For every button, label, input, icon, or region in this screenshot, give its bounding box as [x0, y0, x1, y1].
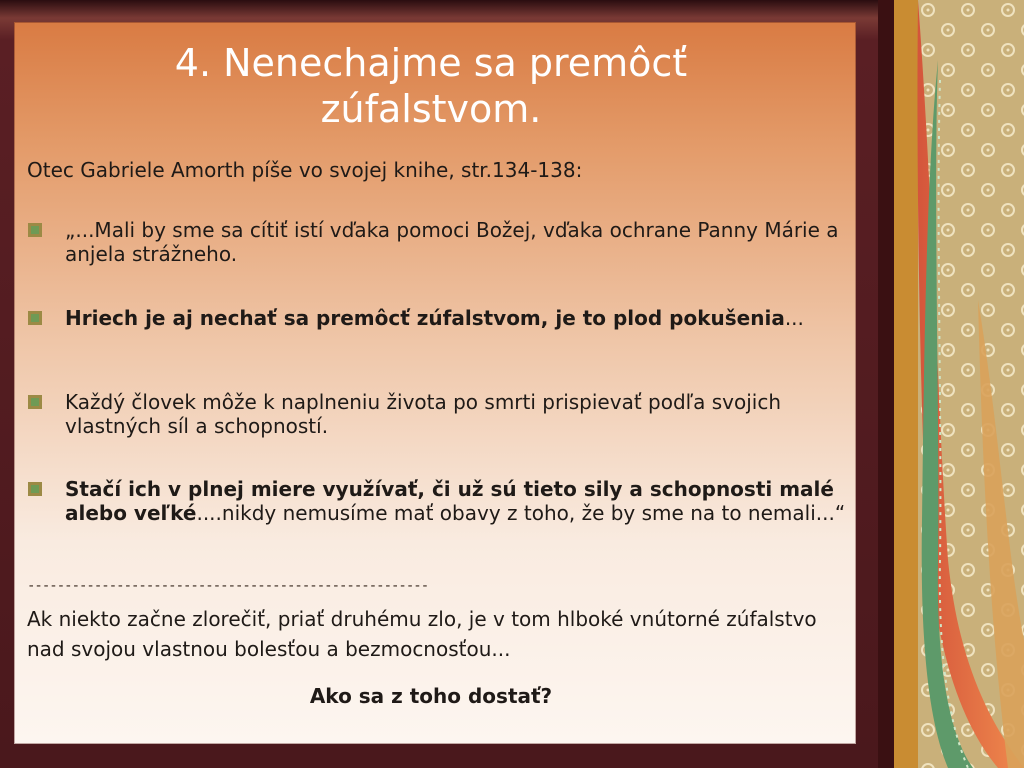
conclusion-text: Ak niekto začne zlorečiť, priať druhému zlo, je v tom hlboké vnútorné zúfalstvo nad svojou vlastnou bolesťou a bezmocnosťou...: [27, 607, 817, 661]
bullet-item: [27, 306, 804, 330]
title-line-2: zúfalstvom.: [320, 87, 542, 131]
closing-question: Ako sa z toho dostať?: [309, 684, 553, 708]
bullet-item: [27, 390, 847, 438]
bullet-square-icon: [27, 222, 43, 238]
bullet-item: [27, 218, 847, 266]
bullet-square-icon: [27, 310, 43, 326]
bullet-text: ....nikdy nemusíme mať obavy z toho, že by sme na to nemali...“: [196, 501, 846, 525]
separator-line: ------------------------------------------------------: [27, 578, 429, 594]
bullet-text: „...Mali by sme sa cítiť istí vďaka pomoci Božej, vďaka ochrane Panny Márie a anjela strážneho.: [65, 218, 839, 266]
intro-text: Otec Gabriele Amorth píše vo svojej knihe, str.134-138:: [27, 158, 583, 182]
bullet-square-icon: [27, 481, 43, 497]
bullet-text: ...: [784, 306, 804, 330]
title-line-1: 4. Nenechajme sa premôcť: [174, 41, 688, 85]
bullet-bold-text: Stačí ich v plnej miere využívať, či už sú tieto sily a schopnosti malé alebo veľké: [65, 477, 834, 525]
decorative-pattern: [878, 0, 1024, 768]
bullet-text: Každý človek môže k naplneniu života po smrti prispievať podľa svojich vlastných síl a schopností.: [65, 390, 782, 438]
bullet-bold-text: Hriech je aj nechať sa premôcť zúfalstvom, je to plod pokušenia: [65, 306, 785, 330]
bullet-square-icon: [27, 394, 43, 410]
slide-title: [0, 40, 862, 132]
bullet-item: [27, 477, 847, 525]
